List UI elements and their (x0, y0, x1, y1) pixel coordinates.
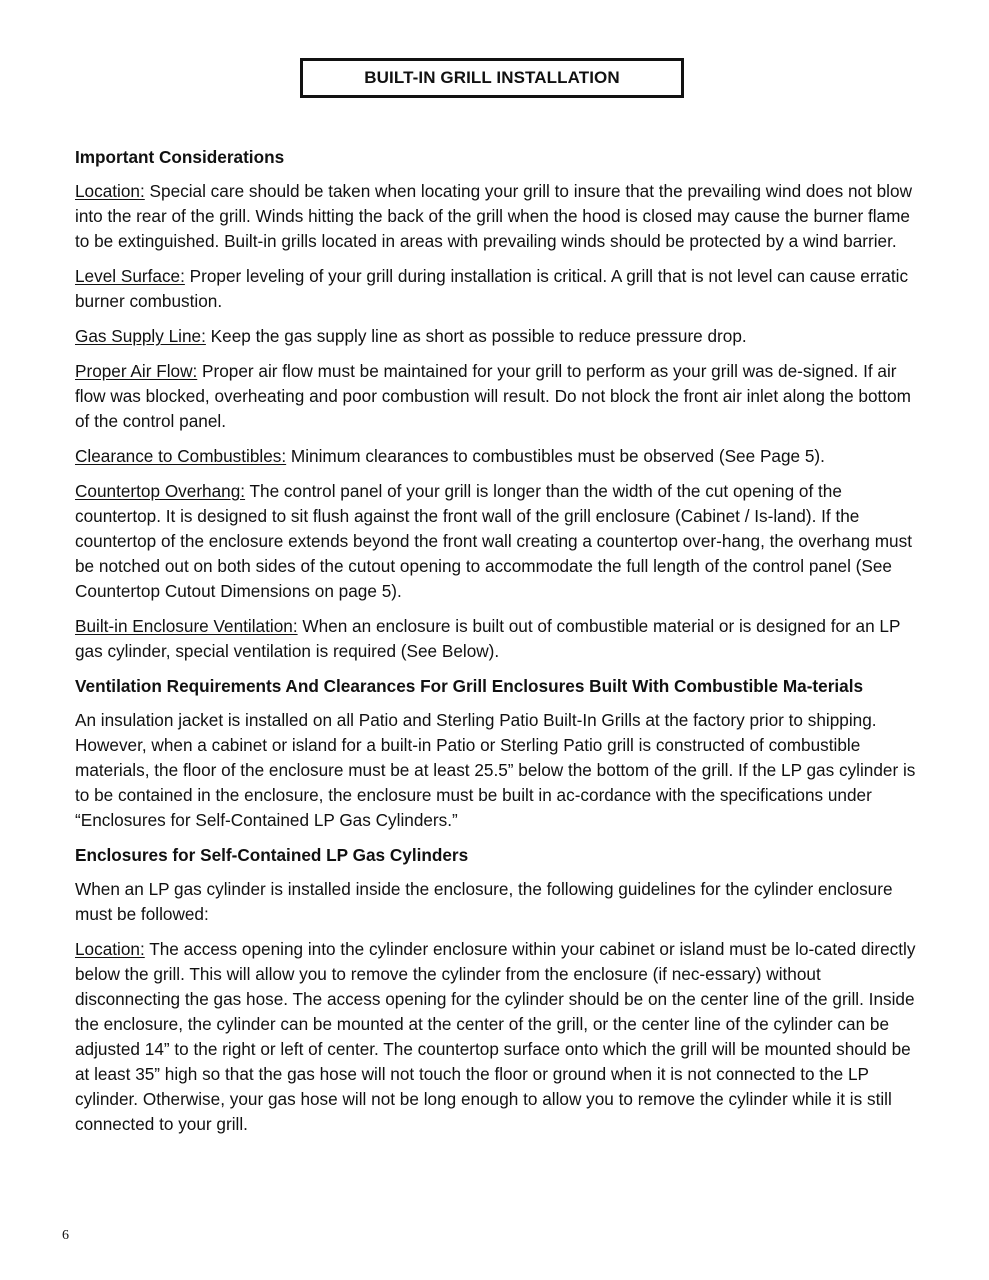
gas-supply-paragraph (75, 324, 925, 349)
page-title: BUILT-IN GRILL INSTALLATION (300, 58, 684, 98)
location-text: Special care should be taken when locating your grill to insure that the prevailing wind does not blow into the rear of the grill. Winds hitting the back of the grill when the hood is closed may cause the burner flame to be extinguished. Built-in grills located in areas with prevailing winds should be protected by a wind barrier. (75, 181, 912, 251)
important-considerations-heading: Important Considerations (75, 147, 285, 167)
enclosure-ventilation-label: Built-in Enclosure Ventilation: (75, 616, 298, 636)
enclosure-ventilation-paragraph (75, 614, 925, 664)
level-surface-label: Level Surface: (75, 266, 185, 286)
ventilation-requirements-heading: Ventilation Requirements And Clearances For Grill Enclosures Built With Combustible Ma-terials (75, 676, 864, 696)
overhang-paragraph (75, 479, 925, 604)
air-flow-text: Proper air flow must be maintained for your grill to perform as your grill was de-signed. If air flow was blocked, overheating and poor combustion will result. Do not block the front air inlet along the bottom of the control panel. (75, 361, 911, 431)
level-surface-paragraph (75, 264, 925, 314)
overhang-label: Countertop Overhang: (75, 481, 246, 501)
gas-supply-label: Gas Supply Line: (75, 326, 206, 346)
gas-supply-text: Keep the gas supply line as short as possible to reduce pressure drop. (205, 326, 747, 346)
clearance-text: Minimum clearances to combustibles must be observed (See Page 5). (286, 446, 825, 466)
lp-location-text: The access opening into the cylinder enclosure within your cabinet or island must be lo-cated directly below the grill. This will allow you to remove the cylinder from the enclosure (if nec-essary) without disconnecting the gas hose. The access opening for the cylinder should be on the center line of the grill. Inside the enclosure, the cylinder can be mounted at the center of the grill, or the center line of the cylinder can be adjusted 14” to the right or left of center. The countertop surface onto which the grill will be mounted should be at least 35” high so that the gas hose will not touch the floor or ground when it is not connected to the LP cylinder. Otherwise, your gas hose will not be long enough to allow you to remove the cylinder while it is still connected to your grill. (75, 939, 916, 1134)
clearance-paragraph (75, 444, 925, 469)
clearance-label: Clearance to Combustibles: (75, 446, 287, 466)
level-surface-text: Proper leveling of your grill during installation is critical. A grill that is not level can cause erratic burner combustion. (75, 266, 909, 311)
lp-enclosures-intro: When an LP gas cylinder is installed inside the enclosure, the following guidelines for the cylinder enclosure must be followed: (75, 879, 893, 924)
lp-location-paragraph (75, 937, 925, 1137)
location-label: Location: (75, 181, 145, 201)
location-paragraph (75, 179, 925, 254)
air-flow-paragraph (75, 359, 925, 434)
lp-location-label: Location: (75, 939, 145, 959)
enclosure-ventilation-text: When an enclosure is built out of combustible material or is designed for an LP gas cylinder, special ventilation is required (See Below). (75, 616, 901, 661)
page-number: 6 (62, 1228, 69, 1243)
ventilation-requirements-body: An insulation jacket is installed on all Patio and Sterling Patio Built-In Grills at the factory prior to shipping. However, when a cabinet or island for a built-in Patio or Sterling Patio grill is constructed of combustible materials, the floor of the enclosure must be at least 25.5” below the bottom of the grill. If the LP gas cylinder is to be contained in the enclosure, the enclosure must be built in ac-cordance with the specifications under “Enclosures for Self-Contained LP Gas Cylinders.” (75, 710, 916, 830)
lp-enclosures-heading: Enclosures for Self-Contained LP Gas Cylinders (75, 845, 469, 865)
air-flow-label: Proper Air Flow: (75, 361, 198, 381)
overhang-text: The control panel of your grill is longer than the width of the cut opening of the countertop. It is designed to sit flush against the front wall of the grill enclosure (Cabinet / Is-land). If the countertop of the enclosure extends beyond the front wall creating a countertop over-hang, the overhang must be notched out on both sides of the cutout opening to accommodate the full length of the control panel (See Countertop Cutout Dimensions on page 5). (75, 481, 912, 601)
document-body (75, 145, 925, 1147)
